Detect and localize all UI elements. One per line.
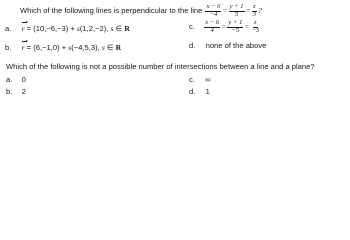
q1-option-a[interactable] [5, 25, 130, 33]
q1-option-a-expr-post: (1,2,−2), [79, 24, 111, 33]
ref-fraction-x [205, 4, 221, 18]
q1-option-d[interactable] [189, 42, 266, 50]
q1-option-a-label: a. [5, 24, 12, 33]
q2-option-d-value: 1 [205, 87, 210, 96]
q2-option-a[interactable] [6, 76, 26, 84]
ref-fraction-x-num: x − 6 [206, 3, 221, 10]
c-fraction-y-num: y + 1 [228, 19, 243, 26]
ref-fraction-y [229, 4, 245, 18]
q2-option-b[interactable] [6, 88, 26, 96]
q1-option-b-expr-post: (−4,5,3), [71, 43, 102, 52]
q2-option-d-label: d. [189, 87, 196, 96]
c-fraction-y [227, 20, 243, 34]
q1-option-c-label: c. [189, 21, 195, 31]
ref-fraction-x-den: −4 [209, 10, 218, 18]
q2-option-c-value: ∞ [205, 75, 211, 84]
ref-question-mark: ? [258, 5, 262, 15]
ref-fraction-y-num: y + 1 [229, 3, 244, 10]
q1-option-a-R: R [124, 24, 130, 33]
ref-fraction-z-num: z [253, 3, 256, 10]
q1-option-a-s: s [76, 24, 80, 33]
q1-option-a-vector-r: r [21, 24, 25, 33]
c-fraction-x-den: 4 [210, 26, 214, 34]
question1-prompt [20, 4, 262, 18]
q2-option-a-label: a. [6, 75, 13, 84]
q1-option-b-in: ∈ [104, 43, 116, 52]
q1-option-a-expr-pre: = (10,−6,−3) + [24, 24, 77, 33]
c-fraction-y-den: −5 [231, 26, 240, 34]
q1-option-c-equation: $\frac{x - 6}{4}$ = $\frac{y + 1}{-5}$ = $\frac{z}{-3}$ [205, 19, 260, 34]
q1-option-b[interactable] [5, 44, 121, 52]
c-fraction-z-den: −3 [251, 26, 260, 34]
q1-option-d-label: d. [189, 41, 196, 50]
c-fraction-x [204, 20, 220, 34]
q2-option-b-label: b. [6, 87, 13, 96]
c-fraction-x-num: x − 6 [205, 19, 220, 26]
q1-option-b-s: s [68, 43, 72, 52]
q1-option-b-R: R [115, 43, 122, 52]
ref-fraction-z-den: 3 [252, 10, 256, 18]
q1-option-b-label: b. [5, 43, 12, 52]
q2-option-d[interactable] [189, 88, 210, 96]
q1-option-b-expr-pre: = (6,−1,0) + [24, 43, 69, 52]
c-fraction-z [250, 20, 260, 34]
q1-option-c[interactable] [189, 20, 261, 34]
q2-option-a-value: 0 [21, 75, 26, 84]
q1-option-a-in: ∈ [113, 24, 125, 33]
q1-option-a-s2: s [110, 24, 114, 33]
q1-option-d-text: none of the above [205, 41, 267, 50]
ref-fraction-z [252, 4, 257, 18]
question2-prompt: Which of the following is not a possible number of intersections between a line and a plane? [6, 62, 315, 71]
ref-fraction-y-den: 5 [234, 10, 239, 18]
q2-option-c-label: c. [189, 75, 195, 84]
q1-option-b-s2: s [101, 43, 105, 52]
c-fraction-z-num: z [253, 19, 257, 26]
question1-prompt-text: Which of the following lines is perpendicular to the line [20, 5, 203, 15]
question1-ref-line: $\frac{x - 6}{-4}$ = $\frac{y + 1}{5}$ = $\frac{z}{3}$ ? [206, 3, 262, 18]
q2-option-b-value: 2 [21, 87, 26, 96]
q1-option-b-vector-r: r [21, 43, 25, 52]
page [0, 0, 350, 101]
q2-option-c[interactable] [189, 76, 211, 84]
